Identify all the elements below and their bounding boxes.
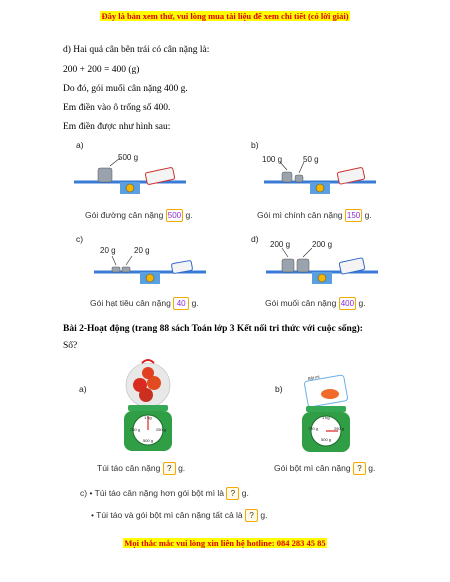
scale-d-label: d) bbox=[251, 234, 259, 244]
caption-text: Gói mì chính cân nặng bbox=[257, 210, 343, 220]
activity-a-label: a) bbox=[79, 384, 87, 394]
caption-text: Gói bột mì cân nặng bbox=[274, 463, 351, 473]
flour-label: Bột mì bbox=[307, 374, 320, 381]
caption-text: Gói hạt tiêu cân nặng bbox=[90, 298, 171, 308]
dial-bottom: 500 g bbox=[143, 438, 154, 443]
text-line: Em điền vào ô trống số 400. bbox=[63, 103, 171, 113]
caption-a bbox=[85, 209, 193, 222]
caption-text: Gói đường cân nặng bbox=[85, 210, 164, 220]
caption-text: Túi táo cân nặng bbox=[97, 463, 161, 473]
caption-apples bbox=[97, 462, 185, 475]
weight-label: 500 g bbox=[118, 153, 139, 162]
question-c2 bbox=[91, 509, 268, 522]
weight-label: 200 g bbox=[270, 240, 291, 249]
weight-label: 100 g bbox=[262, 155, 283, 164]
question-text: • Túi táo và gói bột mì cân nặng tất cả là bbox=[91, 510, 243, 520]
unit: g. bbox=[368, 463, 376, 473]
caption-flour bbox=[274, 462, 375, 475]
unknown-box: ? bbox=[163, 462, 176, 475]
caption-c bbox=[90, 297, 199, 310]
unit: g. bbox=[260, 510, 268, 520]
text-line: d) Hai quả cân bên trái có cân nặng là: bbox=[63, 45, 210, 55]
dial-bottom: 500 g bbox=[321, 437, 332, 442]
unknown-box: ? bbox=[353, 462, 366, 475]
dial-right: 250 g bbox=[156, 427, 167, 432]
text-line: Em điền được như hình sau: bbox=[63, 122, 171, 132]
scale-b-label: b) bbox=[251, 140, 259, 150]
answer-box: 400 bbox=[340, 299, 355, 308]
dial-top: 1 kg bbox=[144, 415, 152, 420]
kitchen-scale-flour bbox=[296, 368, 356, 458]
caption-text: Gói muối cân nặng bbox=[265, 298, 337, 308]
bottom-banner: Mọi thắc mắc vui lòng xin liên hệ hotline: 084 283 45 85 bbox=[124, 538, 326, 548]
weight-label: 200 g bbox=[312, 240, 333, 249]
unit: g. bbox=[364, 210, 372, 220]
question-label: c) bbox=[80, 488, 88, 498]
activity-b-label: b) bbox=[275, 384, 283, 394]
weight-label: 20 g bbox=[100, 246, 116, 255]
top-banner: Đây là bản xem thử, vui lòng mua tài liệu để xem chi tiết (có lời giải) bbox=[101, 11, 349, 21]
question-c1 bbox=[80, 487, 249, 500]
weight-label: 20 g bbox=[134, 246, 150, 255]
unknown-box: ? bbox=[245, 509, 258, 522]
unknown-box: ? bbox=[226, 487, 239, 500]
section-sub: Số? bbox=[63, 341, 78, 351]
weight-label: 50 g bbox=[303, 155, 319, 164]
dial-left: 750 g bbox=[308, 426, 319, 431]
unit: g. bbox=[241, 488, 249, 498]
section-title: Bài 2-Hoạt động (trang 88 sách Toán lớp 3 Kết nối tri thức với cuộc sống): bbox=[63, 324, 363, 334]
answer-box: 40 bbox=[173, 297, 189, 310]
text-line: 200 + 200 = 400 (g) bbox=[63, 65, 140, 75]
answer-box: 500 bbox=[167, 211, 182, 220]
unit: g. bbox=[185, 210, 193, 220]
dial-left: 750 g bbox=[130, 427, 141, 432]
dial-top: 1 kg bbox=[322, 415, 330, 420]
answer-box: 150 bbox=[346, 211, 361, 220]
unit: g. bbox=[178, 463, 186, 473]
caption-b bbox=[257, 209, 372, 222]
unit: g. bbox=[191, 298, 199, 308]
dial-right: 250 g bbox=[334, 426, 345, 431]
unit: g. bbox=[358, 298, 366, 308]
scale-c-label: c) bbox=[76, 234, 84, 244]
scale-a-label: a) bbox=[76, 140, 84, 150]
question-text: • Túi táo cân nặng hơn gói bột mì là bbox=[89, 488, 225, 498]
text-line: Do đó, gói muối cân nặng 400 g. bbox=[63, 84, 188, 94]
caption-d bbox=[265, 297, 366, 310]
